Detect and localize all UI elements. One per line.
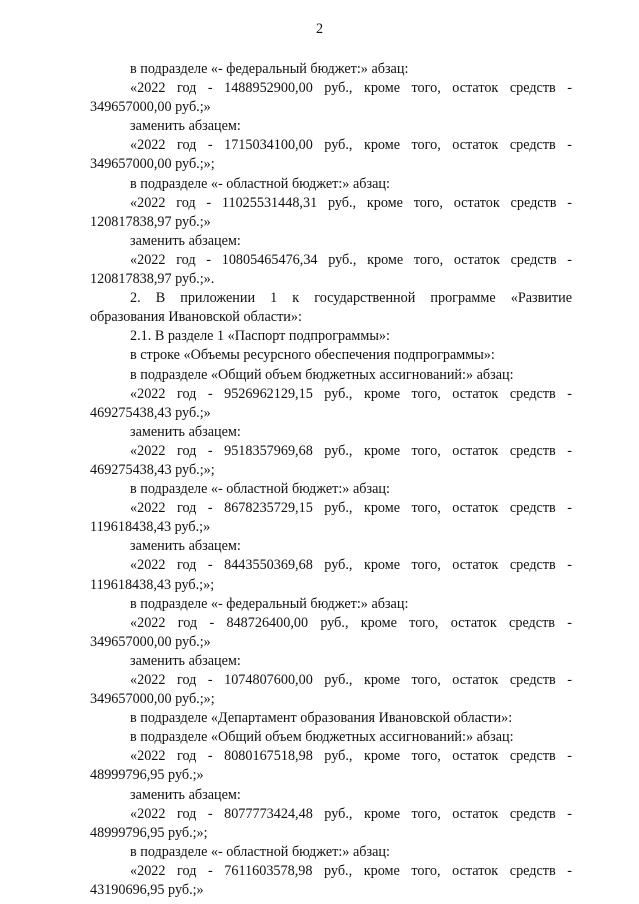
- text-line: 43190696,95 руб.;»: [90, 882, 204, 899]
- text-line: 469275438,43 руб.;»: [90, 404, 211, 421]
- text-line: в подразделе «Общий объем бюджетных ассигнований:» абзац:: [130, 729, 514, 746]
- text-line: «2022 год - 8077773424,48 руб., кроме того, остаток средств -: [130, 805, 572, 822]
- text-line: в строке «Объемы ресурсного обеспечения подпрограммы»:: [130, 347, 495, 364]
- text-line: 349657000,00 руб.;»;: [90, 691, 215, 708]
- text-line: в подразделе «- областной бюджет:» абзац:: [130, 481, 390, 498]
- text-line: 48999796,95 руб.;»;: [90, 824, 208, 841]
- text-line: 349657000,00 руб.;»: [90, 633, 211, 650]
- text-line: заменить абзацем:: [130, 118, 241, 135]
- page-number: 2: [315, 21, 324, 37]
- text-line: «2022 год - 8678235729,15 руб., кроме того, остаток средств -: [130, 500, 572, 517]
- text-line: в подразделе «Департамент образования Ивановской области»:: [130, 710, 513, 727]
- text-line: заменить абзацем:: [130, 538, 241, 555]
- text-line: в подразделе «- областной бюджет:» абзац:: [130, 175, 390, 192]
- text-line: «2022 год - 9518357969,68 руб., кроме того, остаток средств -: [130, 442, 572, 459]
- text-line: в подразделе «- федеральный бюджет:» абзац:: [130, 595, 409, 612]
- text-line: 48999796,95 руб.;»: [90, 767, 204, 784]
- text-line: «2022 год - 1715034100,00 руб., кроме того, остаток средств -: [130, 137, 572, 154]
- text-line: в подразделе «- федеральный бюджет:» абзац:: [130, 61, 409, 77]
- text-line: 119618438,43 руб.;»: [90, 519, 211, 536]
- text-line: «2022 год - 8443550369,68 руб., кроме того, остаток средств -: [130, 557, 572, 574]
- text-line: «2022 год - 848726400,00 руб., кроме того, остаток средств -: [130, 614, 572, 631]
- text-line: образования Ивановской области»:: [90, 309, 302, 326]
- text-line: в подразделе «- областной бюджет:» абзац:: [130, 843, 390, 860]
- text-line: 119618438,43 руб.;»;: [90, 576, 215, 593]
- text-line: 349657000,00 руб.;»;: [90, 156, 215, 173]
- text-line: 469275438,43 руб.;»;: [90, 461, 215, 478]
- text-line: в подразделе «Общий объем бюджетных ассигнований:» абзац:: [130, 366, 514, 383]
- text-line: 349657000,00 руб.;»: [90, 99, 211, 116]
- text-line: «2022 год - 7611603578,98 руб., кроме того, остаток средств -: [130, 862, 572, 879]
- text-line: 120817838,97 руб.;»: [90, 213, 211, 230]
- document-body: [90, 60, 572, 900]
- text-line: 2.1. В разделе 1 «Паспорт подпрограммы»:: [130, 328, 390, 345]
- text-line: заменить абзацем:: [130, 786, 241, 803]
- text-line: «2022 год - 10805465476,34 руб., кроме того, остаток средств -: [130, 251, 572, 268]
- text-line: «2022 год - 8080167518,98 руб., кроме того, остаток средств -: [130, 748, 572, 765]
- text-line: заменить абзацем:: [130, 423, 241, 440]
- text-line: заменить абзацем:: [130, 232, 241, 249]
- text-line: «2022 год - 9526962129,15 руб., кроме того, остаток средств -: [130, 385, 572, 402]
- text-line: 2. В приложении 1 к государственной программе «Развитие: [130, 290, 572, 307]
- text-line: «2022 год - 11025531448,31 руб., кроме того, остаток средств -: [130, 194, 572, 211]
- text-line: «2022 год - 1488952900,00 руб., кроме того, остаток средств -: [130, 80, 572, 97]
- text-line: «2022 год - 1074807600,00 руб., кроме того, остаток средств -: [130, 672, 572, 688]
- text-line: заменить абзацем:: [130, 652, 241, 669]
- text-line: 120817838,97 руб.;».: [90, 271, 215, 288]
